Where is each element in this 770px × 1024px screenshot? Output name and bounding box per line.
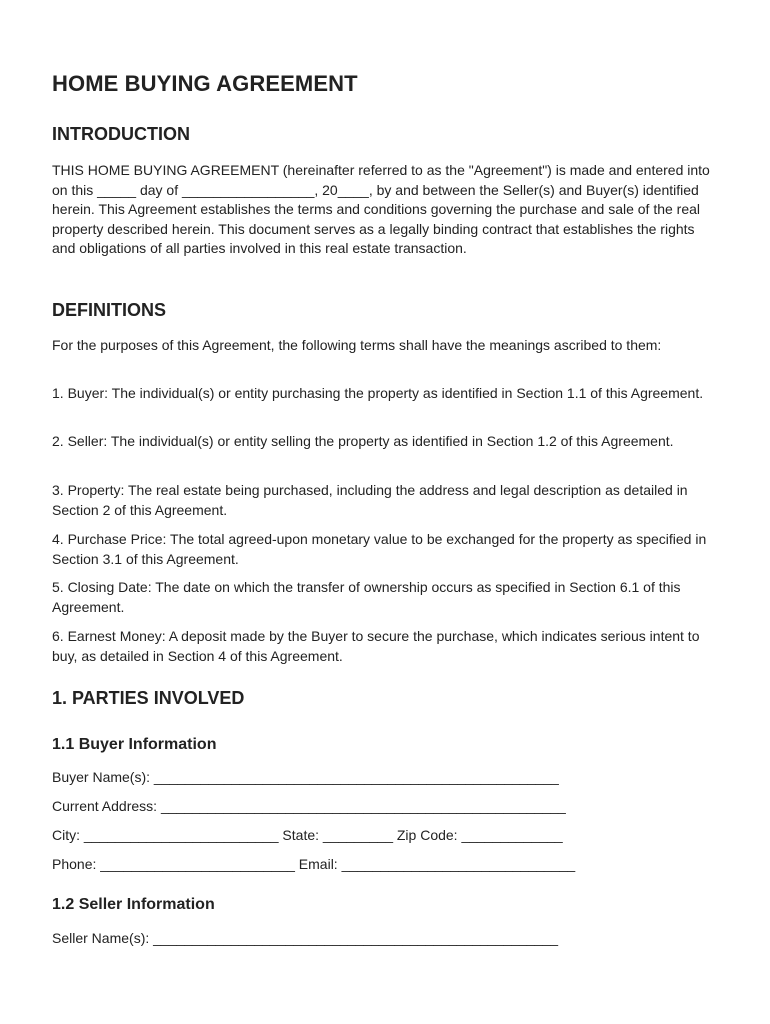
buyer-city-state-zip-field[interactable]: City: _________________________ State: _________ Zip Code: _____________ (52, 827, 563, 843)
buyer-phone-email-field[interactable]: Phone: _________________________ Email: ______________________________ (52, 856, 576, 872)
buyer-address-field[interactable]: Current Address: ____________________________________________________ (52, 798, 566, 814)
definitions-intro: For the purposes of this Agreement, the following terms shall have the meanings ascribed to them: (52, 337, 662, 353)
definition-buyer: 1. Buyer: The individual(s) or entity purchasing the property as identified in Section 1.1 of this Agreement. (52, 385, 704, 401)
buyer-information-heading: 1.1 Buyer Information (52, 736, 217, 753)
definition-property: 3. Property: The real estate being purchased, including the address and legal description as detailed in Section 2 of this Agreement. (52, 482, 688, 518)
introduction-heading: INTRODUCTION (52, 124, 190, 144)
document-title: HOME BUYING AGREEMENT (52, 71, 358, 96)
seller-information-heading: 1.2 Seller Information (52, 896, 215, 913)
definition-closing-date: 5. Closing Date: The date on which the transfer of ownership occurs as specified in Section 6.1 of this Agreement. (52, 579, 681, 615)
parties-heading: 1. PARTIES INVOLVED (52, 688, 245, 708)
definition-seller: 2. Seller: The individual(s) or entity selling the property as identified in Section 1.2 of this Agreement. (52, 433, 674, 449)
definition-earnest-money: 6. Earnest Money: A deposit made by the Buyer to secure the purchase, which indicates serious intent to buy, as detailed in Section 4 of this Agreement. (52, 628, 700, 664)
definition-purchase-price: 4. Purchase Price: The total agreed-upon monetary value to be exchanged for the property as specified in Section 3.1 of this Agreement. (52, 531, 707, 567)
seller-name-field[interactable]: Seller Name(s): ____________________________________________________ (52, 930, 559, 946)
introduction-paragraph: THIS HOME BUYING AGREEMENT (hereinafter referred to as the "Agreement") is made and entered into on this _____ day of _________________, 20____, by and between the Seller(s) and Buyer(s) identified herein. This Agreement establishes the terms and conditions governing the purchase and sale of the real property described herein. This document serves as a legally binding contract that establishes the rights and obligations of all parties involved in this real estate transaction. (52, 162, 710, 256)
buyer-name-field[interactable]: Buyer Name(s): ____________________________________________________ (52, 769, 559, 785)
definitions-heading: DEFINITIONS (52, 300, 167, 320)
